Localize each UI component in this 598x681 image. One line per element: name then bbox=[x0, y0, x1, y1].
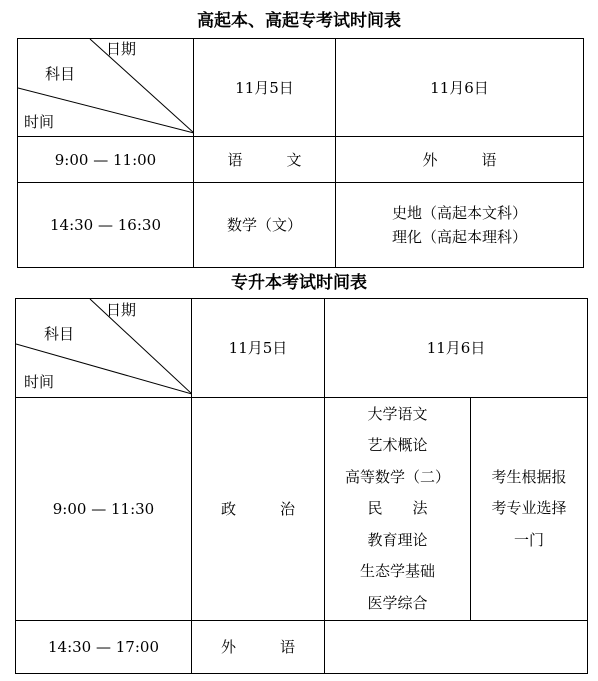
header-subject-label: 科目 bbox=[44, 325, 75, 343]
date-header-nov6: 11月6日 bbox=[336, 39, 584, 137]
subject-char: 文 bbox=[286, 150, 302, 169]
list-item: 医学综合 bbox=[367, 593, 428, 612]
subject-line: 理化（高起本理科） bbox=[391, 228, 527, 246]
list-item: 高等数学（二） bbox=[344, 467, 450, 486]
elective-subjects-cell bbox=[325, 398, 471, 621]
date-header-nov5: 11月5日 bbox=[194, 39, 336, 137]
subject-cell: 数学（文） bbox=[194, 183, 336, 268]
header-date-label: 日期 bbox=[106, 301, 137, 319]
subject-cell bbox=[192, 398, 325, 621]
date-header-nov6: 11月6日 bbox=[325, 299, 588, 398]
header-time-label: 时间 bbox=[24, 373, 55, 391]
time-slot: 9:00 — 11:30 bbox=[16, 398, 192, 621]
table-row bbox=[18, 137, 584, 183]
list-item: 教育理论 bbox=[367, 530, 428, 549]
list-item: 艺术概论 bbox=[367, 436, 428, 455]
exam-schedule-table-high-school bbox=[17, 38, 584, 268]
time-slot: 14:30 — 16:30 bbox=[18, 183, 194, 268]
list-item: 大学语文 bbox=[367, 404, 428, 423]
selection-note-cell bbox=[471, 398, 588, 621]
subject-char: 语 bbox=[481, 150, 497, 169]
time-slot: 14:30 — 17:00 bbox=[16, 621, 192, 674]
table-row bbox=[16, 621, 588, 674]
note-line: 一门 bbox=[514, 530, 545, 549]
subject-cell bbox=[336, 137, 584, 183]
subject-char: 外 bbox=[220, 638, 236, 656]
table1-title: 高起本、高起专考试时间表 bbox=[197, 11, 401, 31]
header-date-label: 日期 bbox=[106, 40, 137, 58]
note-line: 考生根据报 bbox=[491, 467, 567, 486]
subject-char: 外 bbox=[422, 150, 438, 169]
date-header-nov5: 11月5日 bbox=[192, 299, 325, 398]
header-subject-label: 科目 bbox=[45, 65, 76, 83]
list-item: 民 法 bbox=[367, 499, 428, 518]
subject-line: 史地（高起本文科） bbox=[391, 204, 527, 222]
subject-char: 政 bbox=[220, 500, 236, 518]
subject-cell bbox=[336, 183, 584, 268]
header-time-label: 时间 bbox=[24, 113, 55, 131]
subject-char: 语 bbox=[280, 638, 296, 656]
diagonal-header-cell bbox=[16, 299, 192, 398]
exam-schedule-table-upgrade bbox=[15, 298, 588, 674]
list-item: 生态学基础 bbox=[359, 562, 435, 581]
diagonal-header-cell bbox=[18, 39, 194, 137]
time-slot: 9:00 — 11:00 bbox=[18, 137, 194, 183]
table-row bbox=[18, 183, 584, 268]
subject-char: 治 bbox=[280, 500, 296, 518]
table2-title: 专升本考试时间表 bbox=[231, 273, 367, 293]
subject-cell bbox=[194, 137, 336, 183]
empty-cell bbox=[325, 621, 588, 674]
table-row bbox=[16, 398, 588, 621]
subject-cell bbox=[192, 621, 325, 674]
table-header-row bbox=[18, 39, 584, 137]
subject-char: 语 bbox=[227, 150, 243, 169]
table-header-row bbox=[16, 299, 588, 398]
note-line: 考专业选择 bbox=[491, 499, 567, 518]
